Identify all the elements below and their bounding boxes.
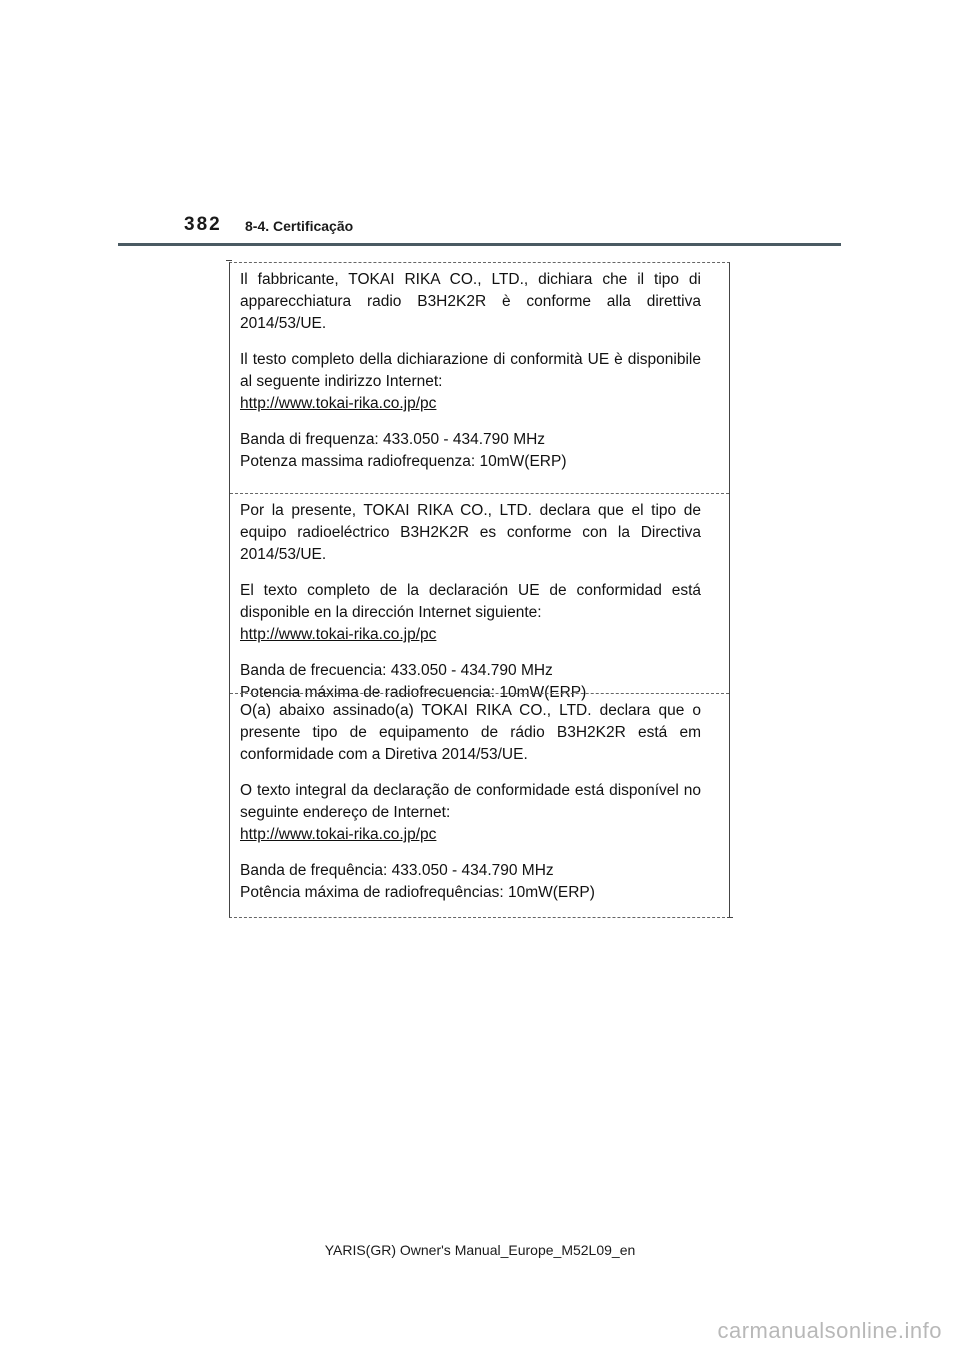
portuguese-doc-link[interactable]: http://www.tokai-rika.co.jp/pc bbox=[240, 826, 437, 843]
portuguese-availability-text: O texto integral da declaração de conformidade está disponível no seguinte endereço de Internet: bbox=[240, 782, 701, 821]
italian-availability-text: Il testo completo della dichiarazione di conformità UE è disponibile al seguente indirizzo Internet: bbox=[240, 351, 701, 390]
spanish-availability-text: El texto completo de la declaración UE de conformidad está disponible en la dirección Internet siguiente: bbox=[240, 582, 701, 621]
italian-frequency-band: Banda di frequenza: 433.050 - 434.790 MHz bbox=[240, 431, 546, 448]
spanish-max-power: Potencia máxima de radiofrecuencia: 10mW(ERP) bbox=[240, 684, 587, 701]
spanish-doc-link[interactable]: http://www.tokai-rika.co.jp/pc bbox=[240, 626, 437, 643]
box-corner-mark bbox=[226, 260, 232, 261]
portuguese-frequency-band: Banda de frequência: 433.050 - 434.790 MHz bbox=[240, 862, 554, 879]
box-corner-mark bbox=[727, 917, 733, 918]
italian-max-power: Potenza massima radiofrequenza: 10mW(ERP) bbox=[240, 453, 567, 470]
italian-doc-link[interactable]: http://www.tokai-rika.co.jp/pc bbox=[240, 395, 437, 412]
spanish-frequency-band: Banda de frecuencia: 433.050 - 434.790 MHz bbox=[240, 662, 553, 679]
section-title: 8-4. Certificação bbox=[245, 218, 354, 234]
manual-footer: YARIS(GR) Owner's Manual_Europe_M52L09_en bbox=[324, 1242, 636, 1258]
portuguese-declaration-text: O(a) abaixo assinado(a) TOKAI RIKA CO., LTD. declara que o presente tipo de equipamento de rádio B3H2K2R está em conformidade com a Diretiva 2014/53/UE. bbox=[240, 702, 701, 763]
header-divider bbox=[118, 243, 841, 246]
spanish-declaration bbox=[230, 493, 729, 701]
certification-box bbox=[229, 262, 730, 918]
portuguese-max-power: Potência máxima de radiofrequências: 10mW(ERP) bbox=[240, 884, 595, 901]
page-number: 382 bbox=[184, 214, 222, 235]
portuguese-declaration bbox=[230, 693, 729, 919]
italian-declaration bbox=[230, 263, 729, 493]
spanish-declaration-text: Por la presente, TOKAI RIKA CO., LTD. declara que el tipo de equipo radioeléctrico B3H2K2R es conforme con la Directiva 2014/53/UE. bbox=[240, 502, 701, 563]
site-watermark: carmanualsonline.info bbox=[717, 1318, 942, 1343]
italian-declaration-text: Il fabbricante, TOKAI RIKA CO., LTD., dichiara che il tipo di apparecchiatura radio B3H2K2R è conforme alla direttiva 2014/53/UE. bbox=[240, 271, 701, 332]
